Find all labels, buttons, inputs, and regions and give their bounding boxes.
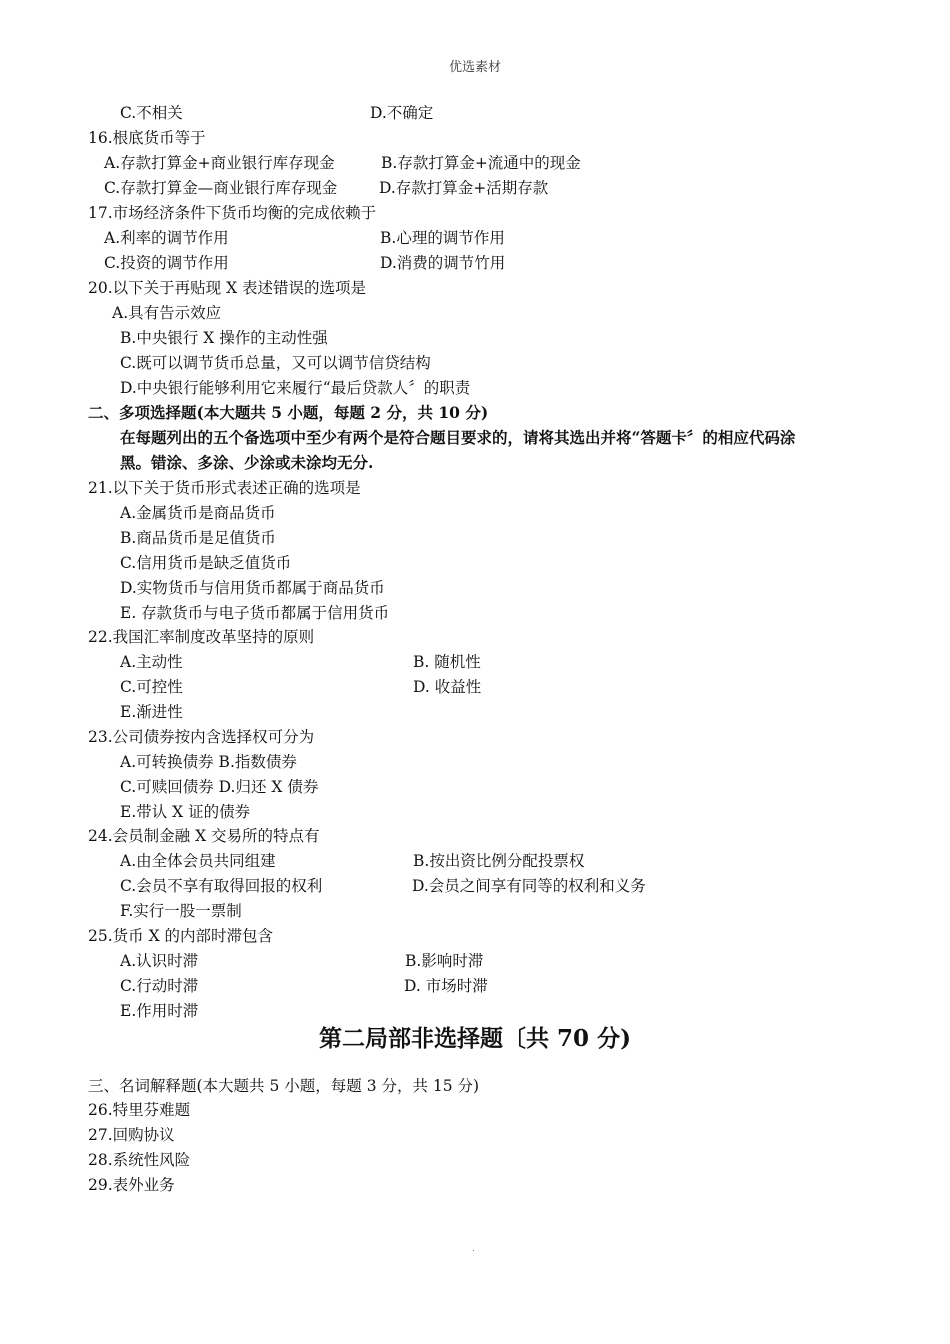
section-2-instructions-line2: 黑。错涂、多涂、少涂或未涂均无分. xyxy=(120,453,374,472)
option-22e: E.渐进性 xyxy=(120,703,183,721)
option-22a: A.主动性 xyxy=(120,653,183,671)
option-24c: C.会员不享有取得回报的权利 xyxy=(120,877,323,895)
question-23: 23.公司债券按内含选择权可分为 xyxy=(88,728,315,746)
option-17b: B.心理的调节作用 xyxy=(380,229,505,247)
option-20d: D.中央银行能够利用它来履行“最后贷款人〞的职责 xyxy=(120,379,471,397)
option-21b: B.商品货币是足值货币 xyxy=(120,529,276,547)
option-24d: D.会员之间享有同等的权利和义务 xyxy=(412,877,646,895)
part-2-title: 第二局部非选择题〔共 70 分) xyxy=(319,1025,631,1052)
option-23cd: C.可赎回债券 D.归还 X 债券 xyxy=(120,778,319,796)
question-28: 28.系统性风险 xyxy=(88,1151,191,1169)
option-20c: C.既可以调节货币总量，又可以调节信贷结构 xyxy=(120,354,431,372)
question-29: 29.表外业务 xyxy=(88,1176,175,1194)
option-20a: A.具有告示效应 xyxy=(112,304,222,322)
option-24a: A.由全体会员共同组建 xyxy=(120,852,276,870)
option-21e: E. 存款货币与电子货币都属于信用货币 xyxy=(120,604,390,622)
question-25: 25.货币 X 的内部时滞包含 xyxy=(88,927,274,945)
option-16a: A.存款打算金+商业银行库存现金 xyxy=(104,154,335,172)
option-25d: D. 市场时滞 xyxy=(404,977,488,995)
option-25e: E.作用时滞 xyxy=(120,1002,199,1020)
option-16b: B.存款打算金+流通中的现金 xyxy=(381,154,581,172)
question-26: 26.特里芬难题 xyxy=(88,1101,191,1119)
option-16c: C.存款打算金—商业银行库存现金 xyxy=(104,179,338,197)
option-17a: A.利率的调节作用 xyxy=(104,229,229,247)
option-25a: A.认识时滞 xyxy=(120,952,199,970)
section-3-heading: 三、名词解释题(本大题共 5 小题，每题 3 分，共 15 分) xyxy=(88,1077,480,1095)
option-23ab: A.可转换债券 B.指数债券 xyxy=(120,753,297,771)
option-22b: B. 随机性 xyxy=(413,653,481,671)
question-17: 17.市场经济条件下货币均衡的完成依赖于 xyxy=(88,204,377,222)
question-16: 16.根底货币等于 xyxy=(88,129,206,147)
option-24b: B.按出资比例分配投票权 xyxy=(413,852,585,870)
option-23e: E.带认 X 证的债券 xyxy=(120,803,251,821)
section-2-instructions-line1: 在每题列出的五个备选项中至少有两个是符合题目要求的，请将其选出并将“答题卡〞的相应代码涂 xyxy=(120,428,796,447)
option-25b: B.影响时滞 xyxy=(405,952,484,970)
section-2-heading: 二、多项选择题(本大题共 5 小题，每题 2 分，共 10 分) xyxy=(88,403,489,422)
option-17c: C.投资的调节作用 xyxy=(104,254,229,272)
question-27: 27.回购协议 xyxy=(88,1126,175,1144)
option-25c: C.行动时滞 xyxy=(120,977,199,995)
option-22c: C.可控性 xyxy=(120,678,183,696)
page-footer: . xyxy=(472,1244,475,1254)
option-15d: D.不确定 xyxy=(370,104,434,122)
option-21a: A.金属货币是商品货币 xyxy=(120,504,276,522)
option-24f: F.实行一股一票制 xyxy=(120,902,242,920)
option-22d: D. 收益性 xyxy=(413,678,482,696)
option-21d: D.实物货币与信用货币都属于商品货币 xyxy=(120,579,385,597)
question-20: 20.以下关于再贴现 X 表述错误的选项是 xyxy=(88,279,367,297)
question-21: 21.以下关于货币形式表述正确的选项是 xyxy=(88,479,361,497)
option-15c: C.不相关 xyxy=(120,104,183,122)
option-17d: D.消费的调节竹用 xyxy=(380,254,506,272)
question-22: 22.我国汇率制度改革坚持的原则 xyxy=(88,628,315,646)
page-header: 优选素材 xyxy=(448,60,501,75)
question-24: 24.会员制金融 X 交易所的特点有 xyxy=(88,827,320,845)
option-16d: D.存款打算金+活期存款 xyxy=(379,179,549,197)
option-21c: C.信用货币是缺乏值货币 xyxy=(120,554,292,572)
option-20b: B.中央银行 X 操作的主动性强 xyxy=(120,329,328,347)
